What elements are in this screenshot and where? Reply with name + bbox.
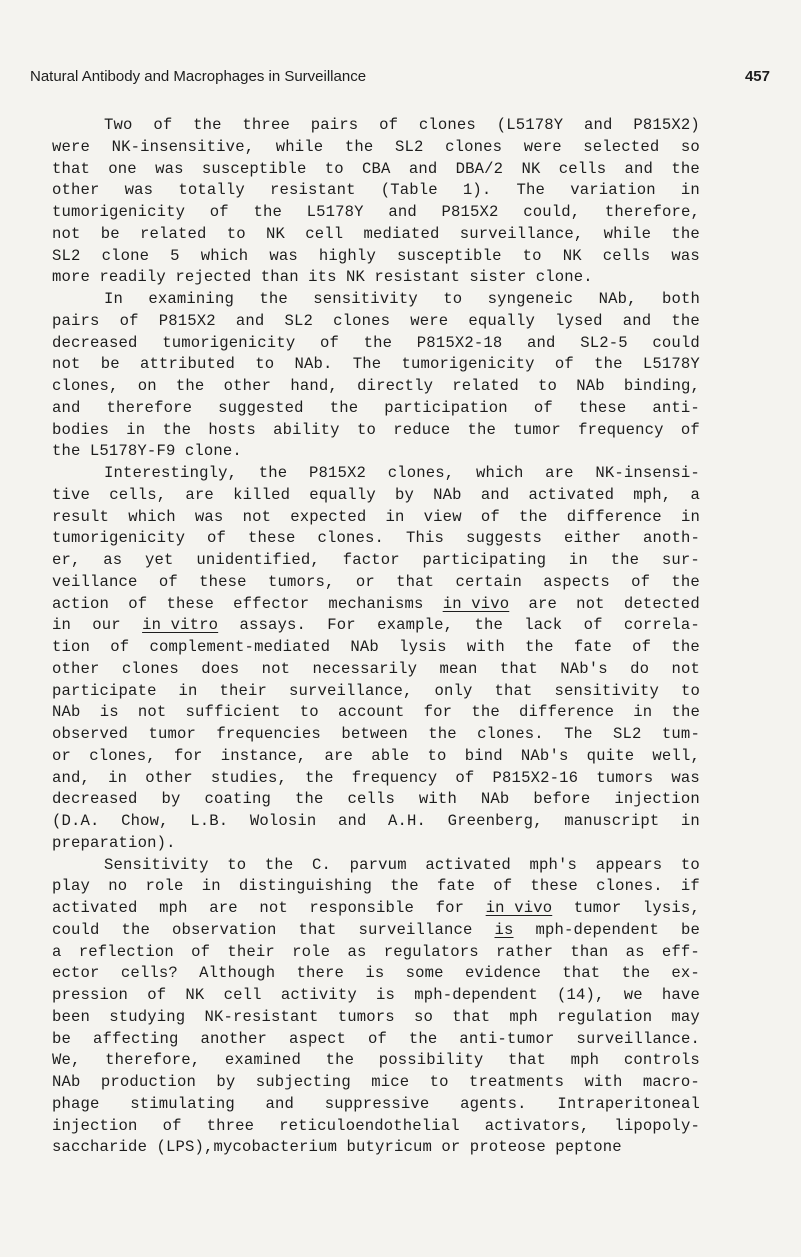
text-line: NAb is not sufficient to account for the difference in the bbox=[52, 703, 700, 722]
text-line: We, therefore, examined the possibility that mph controls bbox=[52, 1051, 700, 1070]
paragraph bbox=[52, 463, 700, 855]
text-line: been studying NK-resistant tumors so that mph regulation may bbox=[52, 1007, 700, 1026]
text-line: saccharide (LPS),mycobacterium butyricum or proteose peptone bbox=[52, 1138, 622, 1157]
text-line: observed tumor frequencies between the clones. The SL2 tum- bbox=[52, 725, 700, 743]
text-line: Two of the three pairs of clones (L5178Y and P815X2) bbox=[104, 116, 700, 134]
text-line: bodies in the hosts ability to reduce the tumor frequency of bbox=[52, 420, 700, 439]
text-line: decreased by coating the cells with NAb before injection bbox=[52, 790, 700, 809]
text-line: or clones, for instance, are able to bind NAb's quite well, bbox=[52, 746, 700, 765]
text-line: could the observation that surveillance is mph-dependent be bbox=[52, 920, 700, 939]
text-line: pression of NK cell activity is mph-dependent (14), we have bbox=[52, 986, 700, 1004]
text-line: were NK-insensitive, while the SL2 clones were selected so bbox=[52, 137, 700, 156]
text-line: SL2 clone 5 which was highly susceptible to NK cells was bbox=[52, 246, 700, 265]
text-line: be affecting another aspect of the anti-tumor surveillance. bbox=[52, 1029, 700, 1048]
text-line: and, in other studies, the frequency of P815X2-16 tumors was bbox=[52, 768, 700, 787]
text-line: veillance of these tumors, or that certain aspects of the bbox=[52, 572, 700, 591]
text-line: not be attributed to NAb. The tumorigenicity of the L5178Y bbox=[52, 355, 700, 374]
paragraph bbox=[52, 115, 700, 289]
text-line: and therefore suggested the participation of these anti- bbox=[52, 398, 700, 417]
text-line: phage stimulating and suppressive agents. Intraperitoneal bbox=[52, 1094, 700, 1113]
body-text bbox=[52, 115, 700, 1159]
text-line: clones, on the other hand, directly related to NAb binding, bbox=[52, 377, 700, 395]
text-line: tumorigenicity of these clones. This suggests either anoth- bbox=[52, 529, 700, 548]
text-line: other clones does not necessarily mean that NAb's do not bbox=[52, 659, 700, 678]
text-line: result which was not expected in view of the difference in bbox=[52, 507, 700, 526]
text-line: (D.A. Chow, L.B. Wolosin and A.H. Greenberg, manuscript in bbox=[52, 812, 700, 830]
text-line: preparation). bbox=[52, 833, 176, 852]
text-line: that one was susceptible to CBA and DBA/2 NK cells and the bbox=[52, 159, 700, 178]
text-line: injection of three reticuloendothelial activators, lipopoly- bbox=[52, 1116, 700, 1135]
text-line: more readily rejected than its NK resistant sister clone. bbox=[52, 268, 593, 287]
text-line: tive cells, are killed equally by NAb and activated mph, a bbox=[52, 485, 700, 504]
text-line: tion of complement-mediated NAb lysis with the fate of the bbox=[52, 638, 700, 656]
text-line: not be related to NK cell mediated surveillance, while the bbox=[52, 224, 700, 243]
text-line: other was totally resistant (Table 1). The variation in bbox=[52, 181, 700, 200]
text-line: NAb production by subjecting mice to treatments with macro- bbox=[52, 1073, 700, 1091]
text-line: in our in vitro assays. For example, the lack of correla- bbox=[52, 616, 700, 635]
page-number: 457 bbox=[744, 68, 770, 85]
text-line: ector cells? Although there is some evidence that the ex- bbox=[52, 964, 700, 983]
text-line: er, as yet unidentified, factor participating in the sur- bbox=[52, 551, 700, 569]
text-line: play no role in distinguishing the fate of these clones. if bbox=[52, 877, 700, 896]
text-line: pairs of P815X2 and SL2 clones were equally lysed and the bbox=[52, 311, 700, 330]
text-line: activated mph are not responsible for in vivo tumor lysis, bbox=[52, 899, 700, 917]
paragraph bbox=[52, 855, 700, 1160]
running-head bbox=[30, 68, 770, 94]
text-line: tumorigenicity of the L5178Y and P815X2 could, therefore, bbox=[52, 203, 700, 221]
running-title: Natural Antibody and Macrophages in Surveillance bbox=[30, 68, 367, 85]
text-line: In examining the sensitivity to syngeneic NAb, both bbox=[104, 290, 700, 308]
paragraph bbox=[52, 289, 700, 463]
text-line: participate in their surveillance, only that sensitivity to bbox=[52, 681, 700, 700]
text-line: Interestingly, the P815X2 clones, which are NK-insensi- bbox=[104, 464, 700, 482]
text-line: a reflection of their role as regulators rather than as eff- bbox=[52, 942, 700, 961]
text-line: the L5178Y-F9 clone. bbox=[52, 442, 242, 461]
text-line: Sensitivity to the C. parvum activated mph's appears to bbox=[104, 855, 700, 874]
text-line: action of these effector mechanisms in vivo are not detected bbox=[52, 594, 700, 613]
text-line: decreased tumorigenicity of the P815X2-18 and SL2-5 could bbox=[52, 333, 700, 352]
